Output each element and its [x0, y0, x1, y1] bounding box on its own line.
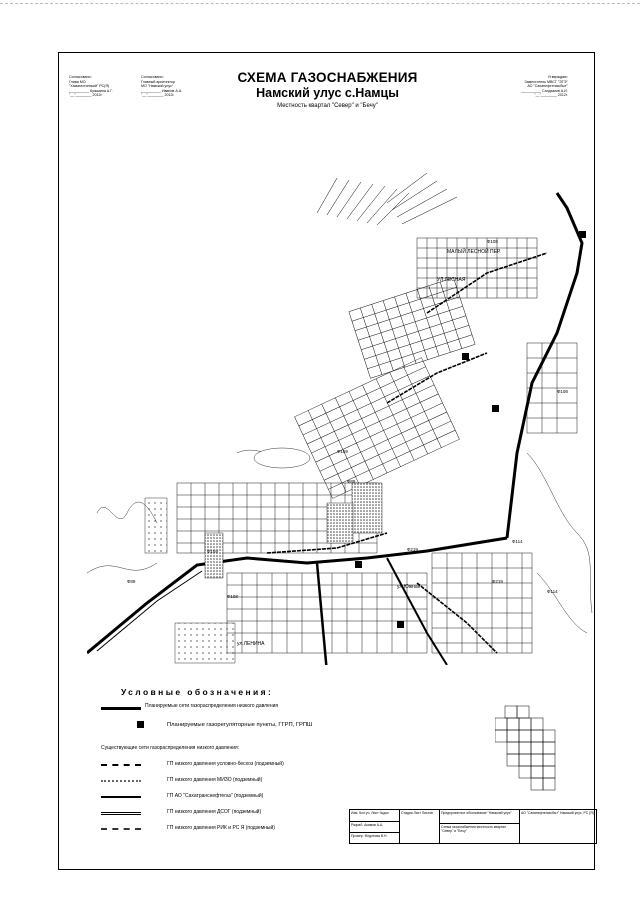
street-label: ул.ЛЕНИНА — [237, 641, 265, 647]
tb-drawing-name: Схема газоснабжения местность квартал "Север" и "Бечу" — [440, 824, 520, 844]
legend-heading: Условные обозначения: — [121, 687, 274, 697]
hatched-zone-1 — [352, 483, 382, 533]
hatched-zone-3 — [205, 533, 223, 578]
street-label: ул.Южная — [397, 584, 421, 590]
dotted-zone-2 — [175, 623, 235, 663]
map-title: СХЕМА ГАЗОСНАБЖЕНИЯ — [237, 70, 418, 85]
legend-swatch-existing-5 — [101, 828, 141, 830]
svg-text:Ф89: Ф89 — [127, 579, 136, 584]
map-subtitle: Намский улус с.Намцы — [256, 86, 399, 100]
tb-organization: АО "Саханефтегазсбыт" Намский улус, РС (Я) — [520, 810, 597, 844]
tb-revisions: Изм. Кол.уч. Лист №док — [350, 810, 400, 822]
street-label: МАЛЫЙ ЛЕСНОЙ ПЕР. — [447, 249, 501, 255]
settlement-map — [87, 153, 597, 665]
lake-shape — [254, 448, 310, 468]
legend-planned-line: Планируемые сети газораспределения низкого давления — [145, 703, 279, 709]
svg-text:Ф159: Ф159 — [207, 549, 218, 554]
svg-text:Ф114: Ф114 — [512, 539, 523, 544]
legend-existing-heading: Существующие сети газораспределения низкого давления: — [101, 745, 240, 751]
svg-text:Ф114: Ф114 — [547, 589, 558, 594]
legend-planned-point: Планируемые газорегуляторные пункты, ГГРП, ГРПШ — [167, 722, 313, 728]
svg-text:Ф219: Ф219 — [407, 547, 418, 552]
legend-existing-3: ГП АО "Сахатранснефтегаз" (подземный) — [167, 793, 264, 799]
legend-swatch-planned-line — [101, 707, 141, 710]
legend-swatch-regulator — [137, 721, 144, 728]
hatched-zone-2 — [327, 503, 353, 543]
legend-existing-1: ГП низкого давления условно-бесхоз (подземный) — [167, 761, 284, 767]
legend-swatch-existing-1 — [101, 764, 141, 766]
legend-existing-2: ГП низкого давления МИЗО (подземный) — [167, 777, 263, 783]
tb-project: Предпроектное обоснование "Намский улус" — [440, 810, 520, 824]
approval-stamp-left-1: Согласовано: Глава МО "Хамагаттинский" РС(Я) __________ Кузьмина А.Г. "__"________ 2012г. — [69, 75, 113, 98]
main-roads — [87, 193, 582, 665]
sheet-trim-line — [0, 3, 640, 4]
svg-text:Ф89: Ф89 — [347, 479, 356, 484]
north-fan-plots — [317, 173, 457, 225]
tb-stage: Стадия Лист Листов — [400, 810, 440, 844]
street-label: УЛ.ЛЕСНАЯ — [437, 277, 466, 283]
tb-checker: Провер. Федотова В.Н. — [350, 833, 400, 844]
sheet-index-grid — [495, 701, 567, 796]
approval-stamp-left-2: Согласовано: Главный архитектор МО "Намский улус" __________ Иванов А.А. "__"________ 2012г. — [141, 75, 183, 98]
legend-existing-5: ГП низкого давления РИК и РС Я (подземный) — [167, 825, 275, 831]
svg-text:Ф108: Ф108 — [227, 594, 238, 599]
legend-swatch-existing-4 — [101, 812, 141, 815]
svg-text:Ф108: Ф108 — [487, 239, 498, 244]
gas-regulator-points — [355, 231, 586, 628]
legend-swatch-existing-2 — [101, 780, 141, 782]
legend-swatch-existing-3 — [101, 796, 141, 798]
svg-text:Ф108: Ф108 — [557, 389, 568, 394]
svg-text:Ф159: Ф159 — [337, 449, 348, 454]
tb-developer: Разраб. Акимов А.А. — [350, 822, 400, 833]
drawing-sheet — [58, 52, 595, 870]
residential-blocks — [177, 238, 577, 653]
approval-stamp-right: Утверждаю: Заместитель МВСГ "ЭТЭ" АО "Саханефтегазсбыт" __________ Салдымов А.И. "__"________ 2012г. — [521, 75, 568, 98]
map-locality: Местность квартал "Север" и "Бечу" — [277, 103, 378, 109]
svg-text:Ф219: Ф219 — [492, 579, 503, 584]
title-block — [349, 809, 597, 844]
dotted-zone-1 — [145, 498, 167, 553]
legend-existing-4: ГП низкого давления ДСОГ (подземный) — [167, 809, 262, 815]
